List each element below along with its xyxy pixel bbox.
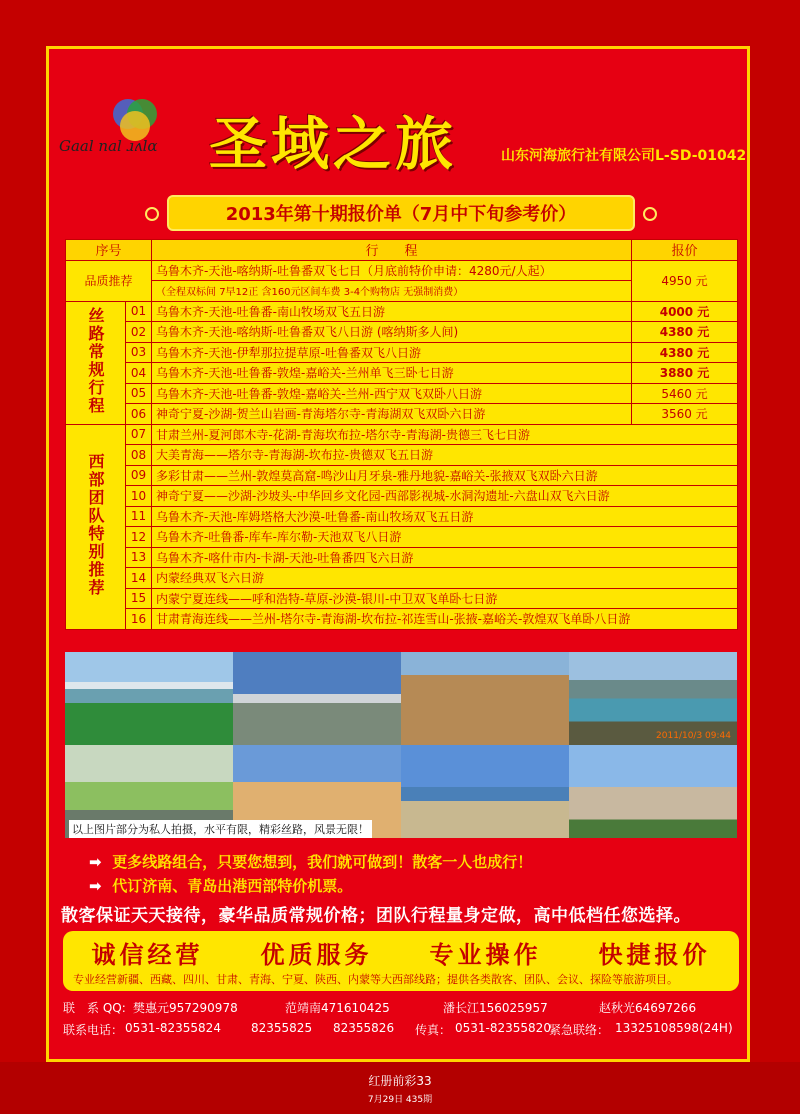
photo-collage — [65, 652, 737, 838]
slogan: 散客保证天天接待，豪华品质常规价格；团队行程量身定做，高中低档任您选择。 — [61, 906, 691, 926]
ornament-icon — [145, 207, 159, 221]
row-number: 07 — [126, 424, 152, 445]
footer-date: 7月29日 435期 — [367, 1095, 433, 1105]
price-cell: 3560 元 — [632, 404, 738, 425]
table-row — [66, 342, 738, 363]
price-cell: 4380 元 — [632, 342, 738, 363]
footer — [0, 1062, 800, 1114]
table-row — [66, 527, 738, 548]
qq-contact: 赵秋光64697266 — [599, 1001, 697, 1015]
row-number: 02 — [126, 322, 152, 343]
route-cell: 内蒙经典双飞六日游 — [152, 568, 738, 589]
footer-page-label: 红册前彩33 — [368, 1074, 432, 1088]
route-cell: 甘肃兰州-夏河郎木寺-花湖-青海坎布拉-塔尔寺-青海湖-贵德三飞七日游 — [152, 424, 738, 445]
logo-script: Gaal nal ɹʌlɑ — [59, 137, 158, 155]
price-cell: 5460 元 — [632, 383, 738, 404]
table-row — [66, 465, 738, 486]
fax-number: 0531-82355820 — [455, 1021, 551, 1035]
route-cell: 乌鲁木齐-天池-吐鲁番-敦煌-嘉峪关-兰州-西宁双飞双卧八日游 — [152, 383, 632, 404]
route-cell: 乌鲁木齐-天池-吐鲁番-南山牧场双飞五日游 — [152, 301, 632, 322]
table-row — [66, 363, 738, 384]
bullet-line — [89, 875, 352, 896]
route-cell: 乌鲁木齐-天池-库姆塔格大沙漠-吐鲁番-南山牧场双飞五日游 — [152, 506, 738, 527]
qq-label: 联 系 QQ: — [63, 1001, 126, 1015]
bullet-line — [89, 851, 532, 872]
brand-title: 圣域之旅 — [209, 110, 458, 178]
route-cell: 乌鲁木齐-喀什市内-卡湖-天池-吐鲁番四飞六日游 — [152, 547, 738, 568]
row-number: 15 — [126, 588, 152, 609]
header-no: 序号 — [66, 240, 152, 261]
emergency-label: 紧急联络： — [549, 1023, 610, 1037]
photo-statue — [569, 745, 737, 838]
table-row — [66, 404, 738, 425]
row-number: 13 — [126, 547, 152, 568]
header-route: 行 程 — [152, 240, 632, 261]
ornament-icon — [643, 207, 657, 221]
price-list-title-band — [167, 195, 635, 231]
company-name: 山东河海旅行社有限公司L-SD-01042 — [501, 148, 747, 164]
price-list-title: 2013年第十期报价单（7月中下旬参考价） — [225, 204, 577, 225]
route-cell: 神奇宁夏-沙湖-贺兰山岩画-青海塔尔寺-青海湖双飞双卧六日游 — [152, 404, 632, 425]
route-cell: 多彩甘肃——兰州-敦煌莫高窟-鸣沙山月牙泉-雅丹地貌-嘉峪关-张掖双飞双卧六日游 — [152, 465, 738, 486]
row-number: 01 — [126, 301, 152, 322]
value-item: 诚信经营 — [91, 941, 204, 969]
table-row — [66, 383, 738, 404]
row-number: 11 — [126, 506, 152, 527]
route-cell: 大美青海——塔尔寺-青海湖-坎布拉-贵德双飞五日游 — [152, 445, 738, 466]
photo-danxia — [401, 652, 569, 745]
route-note: （全程双标间 7早12正 含160元区间车费 3-4个购物店 无强制消费） — [152, 281, 632, 302]
price-cell: 4950 元 — [632, 260, 738, 301]
table-row — [66, 547, 738, 568]
poster — [46, 46, 750, 1062]
photo-yak-lake — [401, 745, 569, 838]
qq-contact: 潘长江156025957 — [443, 1001, 548, 1015]
row-number: 10 — [126, 486, 152, 507]
table-row — [66, 322, 738, 343]
row-number: 08 — [126, 445, 152, 466]
table-row — [66, 424, 738, 445]
value-item: 专业操作 — [429, 941, 542, 969]
price-cell: 4000 元 — [632, 301, 738, 322]
bullet-text: 代订济南、青岛出港西部特价机票。 — [112, 877, 353, 895]
value-item: 优质服务 — [260, 941, 373, 969]
table-row — [66, 506, 738, 527]
route-cell: 乌鲁木齐-天池-吐鲁番-敦煌-嘉峪关-兰州单飞三卧七日游 — [152, 363, 632, 384]
table-row — [66, 486, 738, 507]
table-row — [66, 588, 738, 609]
west-category: 西部团队特别推荐 — [66, 424, 126, 629]
row-number: 09 — [126, 465, 152, 486]
price-cell: 4380 元 — [632, 322, 738, 343]
phone-number: 82355825 — [251, 1021, 313, 1035]
route-cell: 乌鲁木齐-吐鲁番-库车-库尔勒-天池双飞八日游 — [152, 527, 738, 548]
row-number: 16 — [126, 609, 152, 630]
table-row — [66, 445, 738, 466]
price-cell: 3880 元 — [632, 363, 738, 384]
photo-mountains — [233, 652, 401, 745]
route-table — [65, 239, 738, 630]
row-number: 04 — [126, 363, 152, 384]
header — [49, 49, 753, 179]
row-number: 14 — [126, 568, 152, 589]
photo-timestamp: 2011/10/3 09:44 — [656, 731, 731, 741]
route-cell: 甘肃青海连线——兰州-塔尔寺-青海湖-坎布拉-祁连雪山-张掖-嘉峪关-敦煌双飞单卧八日游 — [152, 609, 738, 630]
value-item: 快捷报价 — [598, 941, 711, 969]
table-row — [66, 609, 738, 630]
row-number: 03 — [126, 342, 152, 363]
route-cell: 内蒙宁夏连线——呼和浩特-草原-沙漠-银川-中卫双飞单卧七日游 — [152, 588, 738, 609]
row-number: 06 — [126, 404, 152, 425]
qq-contact: 范靖南471610425 — [285, 1001, 390, 1015]
header-price: 报价 — [632, 240, 738, 261]
route-cell: 乌鲁木齐-天池-喀纳斯-吐鲁番双飞七日（月底前特价申请：4280元/人起） — [152, 260, 632, 281]
photo-river — [569, 652, 737, 745]
silk-category: 丝路常规行程 — [66, 301, 126, 424]
photo-caption: 以上图片部分为私人拍摄，水平有限，精彩丝路，风景无限！ — [69, 820, 372, 838]
bullet-text: 更多线路组合，只要您想到，我们就可做到！散客一人也成行！ — [112, 853, 533, 871]
route-cell: 神奇宁夏——沙湖-沙坡头-中华回乡文化园-西部影视城-水洞沟遗址-六盘山双飞六日游 — [152, 486, 738, 507]
values-band — [63, 931, 739, 991]
emergency-number: 13325108598(24H) — [615, 1021, 733, 1035]
row-number: 05 — [126, 383, 152, 404]
arrow-right-icon: ➡ — [89, 853, 102, 871]
phone-number: 0531-82355824 — [125, 1021, 221, 1035]
row-number: 12 — [126, 527, 152, 548]
table-row — [66, 260, 738, 281]
route-cell: 乌鲁木齐-天池-喀纳斯-吐鲁番双飞八日游 (喀纳斯多人间) — [152, 322, 632, 343]
fax-label: 传真： — [415, 1023, 452, 1037]
photo-wetland — [65, 652, 233, 745]
qq-contact: 樊惠元957290978 — [133, 1001, 238, 1015]
phone-number: 82355826 — [333, 1021, 395, 1035]
phone-label: 联系电话： — [63, 1023, 124, 1037]
quality-category: 品质推荐 — [66, 260, 152, 301]
business-scope: 专业经营新疆、西藏、四川、甘肃、青海、宁夏、陕西、内蒙等大西部线路；提供各类散客、团队、会议、探险等旅游项目。 — [73, 973, 678, 986]
table-row — [66, 301, 738, 322]
arrow-right-icon: ➡ — [89, 877, 102, 895]
table-row — [66, 568, 738, 589]
contact-info — [63, 999, 739, 1043]
route-cell: 乌鲁木齐-天池-伊犁那拉提草原-吐鲁番双飞八日游 — [152, 342, 632, 363]
